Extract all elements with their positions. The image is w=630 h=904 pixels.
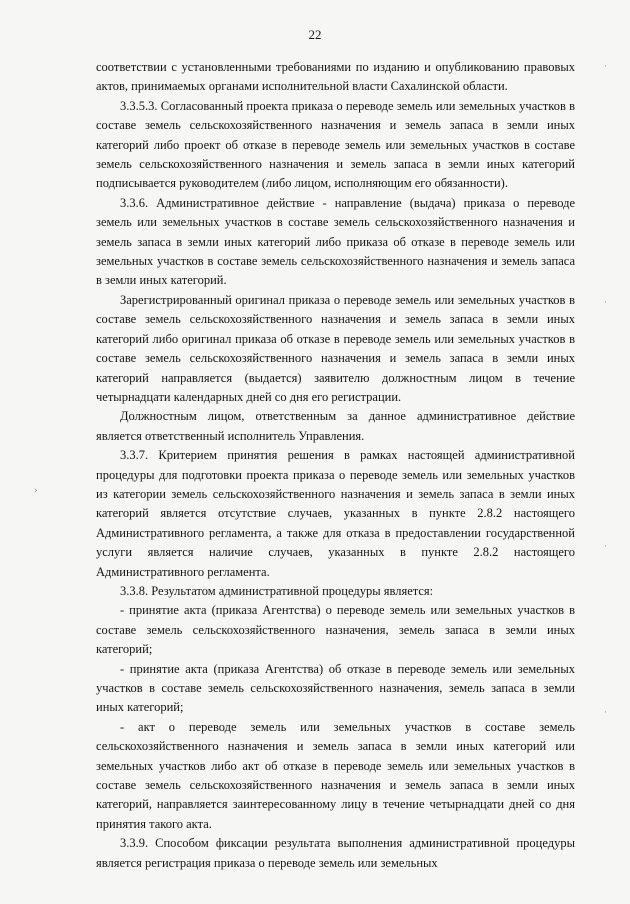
document-body — [96, 58, 575, 873]
paragraph-continuation: соответствии с установленными требованиями по изданию и опубликованию правовых актов, принимаемых органами исполнительной власти Сахалинской области. — [96, 60, 575, 94]
paragraph-registered-original: Зарегистрированный оригинал приказа о переводе земель или земельных участков в составе земель сельскохозяйственного назначения и земель запаса в земли иных категорий либо оригинал приказа об отказе в переводе земель или земельных участков в составе земель сельскохозяйственного назначения и земель запаса в земли иных категорий направляется (выдается) заявителю должностным лицом в течение четырнадцати календарных дней со дня его регистрации. — [96, 292, 575, 404]
scan-speck: · — [604, 708, 607, 718]
list-item-refusal-act: - принятие акта (приказа Агентства) об отказе в переводе земель или земельных участков в составе земель сельскохозяйственного назначения, земель запаса в земли иных категорий; — [96, 661, 575, 715]
scan-speck: · — [604, 298, 607, 308]
scan-speck: › — [34, 486, 38, 496]
paragraph-3-3-8: 3.3.8. Результатом административной процедуры является: — [120, 583, 434, 598]
list-item-transfer-act: - принятие акта (приказа Агентства) о переводе земель или земельных участков в составе земель сельскохозяйственного назначения, земель запаса в земли иных категорий; — [96, 603, 575, 657]
paragraph-responsible-official: Должностным лицом, ответственным за данное административное действие является ответственный исполнитель Управления. — [96, 409, 575, 443]
page-number: 22 — [308, 27, 322, 42]
paragraph-3-3-7: 3.3.7. Критерием принятия решения в рамках настоящей административной процедуры для подготовки проекта приказа о переводе земель или земельных участков из категории земель сельскохозяйственного назначения и земель запаса в земли иных категорий является отсутствие случаев, указанных в пункте 2.8.2 настоящего Административного регламента, а также для отказа в предоставлении государственной услуги является наличие случаев, указанных в пункте 2.8.2 настоящего Административного регламента. — [96, 448, 575, 579]
paragraph-3-3-5-3: 3.3.5.3. Согласованный проекта приказа о переводе земель или земельных участков в составе земель сельскохозяйственного назначения и земель запаса в земли иных категорий либо проект об отказе в переводе земель или земельных участков в составе земель сельскохозяйственного назначения и земель запаса в земли иных категорий подписывается руководителем (либо лицом, исполняющим его обязанности). — [96, 98, 575, 191]
scan-speck: · — [604, 542, 607, 552]
scan-speck: · — [604, 62, 607, 72]
paragraph-3-3-6: 3.3.6. Административное действие - направление (выдача) приказа о переводе земель или земельных участков в составе земель сельскохозяйственного назначения и земель запаса в земли иных категорий либо приказа об отказе в переводе земель или земельных участков в составе земель сельскохозяйственного назначения и земель запаса в земли иных категорий. — [96, 195, 575, 288]
list-item-act-delivery: - акт о переводе земель или земельных участков в составе земель сельскохозяйственного назначения и земель запаса в земли иных категорий или земельных участков либо акт об отказе в переводе земель или земельных участков в составе земель сельскохозяйственного назначения и земель запаса в земли иных категорий, направляется заинтересованному лицу в течение четырнадцати дней со дня принятия такого акта. — [96, 719, 575, 831]
paragraph-3-3-9: 3.3.9. Способом фиксации результата выполнения административной процедуры является регистрация приказа о переводе земель или земельных — [96, 836, 575, 870]
